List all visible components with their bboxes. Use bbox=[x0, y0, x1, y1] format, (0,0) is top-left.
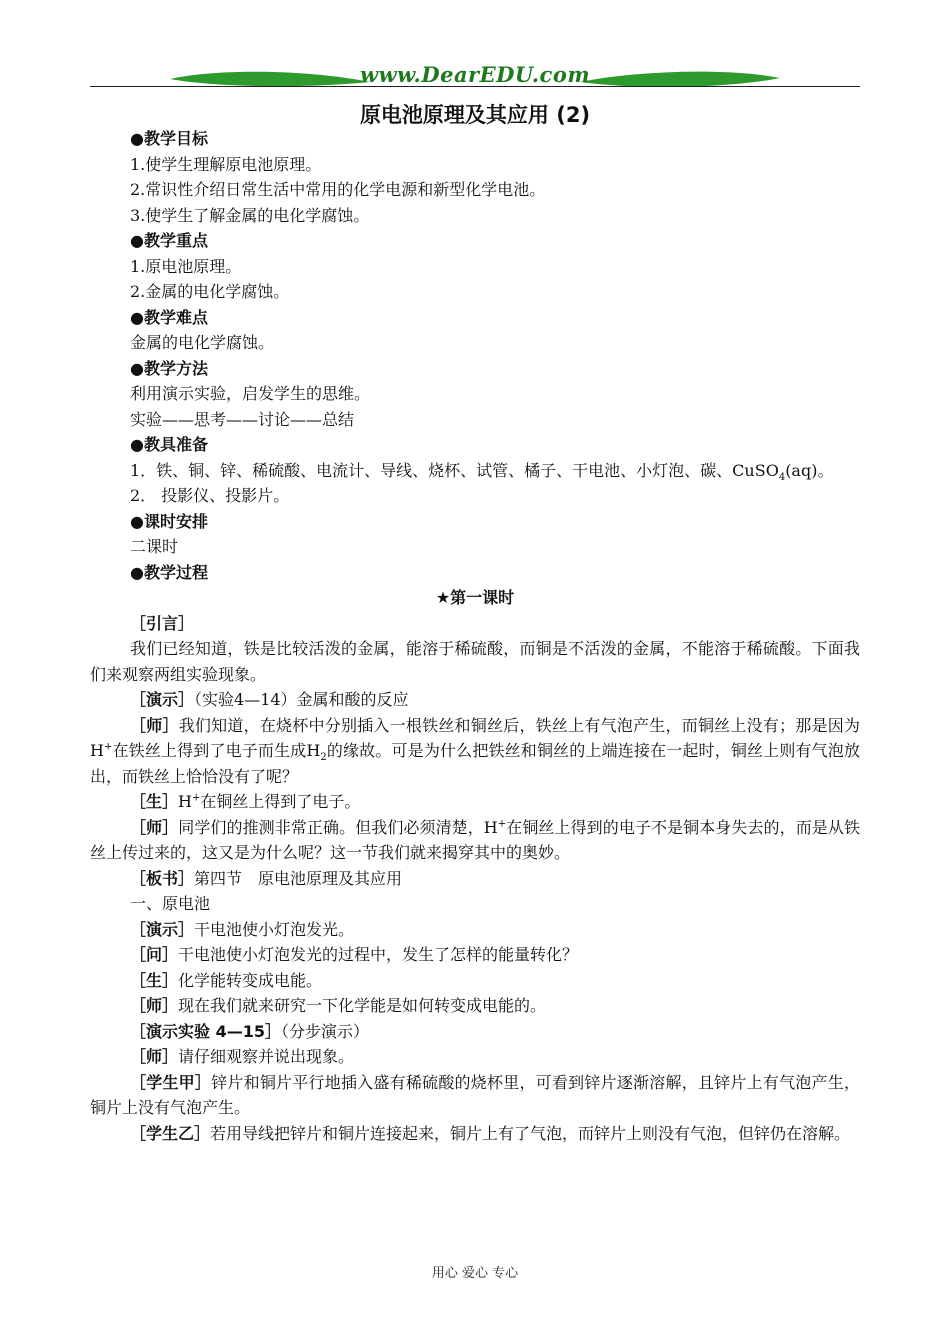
text-span: 1．铁、铜、锌、稀硫酸、电流计、导线、烧杯、试管、橘子、干电池、小灯泡、碳、CuSO bbox=[130, 460, 779, 480]
page-title: 原电池原理及其应用 (2) bbox=[359, 103, 591, 127]
subscript: 2 bbox=[320, 752, 327, 764]
paragraph bbox=[90, 789, 860, 815]
section-heading: ●教学难点 bbox=[130, 307, 208, 327]
site-logo: www.DearEDU.com bbox=[359, 62, 591, 87]
superscript: + bbox=[497, 818, 507, 830]
list-item bbox=[90, 458, 860, 484]
speaker-tag: ［问］ bbox=[130, 945, 179, 964]
speaker-tag: ［师］ bbox=[130, 817, 179, 837]
paragraph-text: 同学们的推测非常正确。但我们必须清楚，H bbox=[178, 817, 498, 837]
header-divider bbox=[90, 86, 860, 87]
speaker-tag: ［学生乙］ bbox=[130, 1123, 211, 1143]
superscript: + bbox=[191, 792, 201, 804]
speaker-tag: ［师］ bbox=[130, 715, 179, 735]
lesson-heading: ★第一课时 bbox=[435, 588, 515, 607]
paragraph-text: 在铁丝上得到了电子而生成H bbox=[112, 741, 321, 760]
subscript: 4 bbox=[778, 471, 786, 483]
paragraph-text: 在铜丝上得到了电子。 bbox=[200, 792, 361, 811]
speaker-tag: ［演示实验 4—15］ bbox=[130, 1021, 281, 1041]
list-item: 1.使学生理解原电池原理。 bbox=[130, 154, 322, 174]
speaker-tag: ［演示］ bbox=[130, 919, 195, 939]
paragraph bbox=[90, 942, 860, 968]
section-heading: ●教学方法 bbox=[130, 358, 208, 378]
speaker-tag: ［师］ bbox=[130, 996, 179, 1015]
paragraph bbox=[90, 993, 860, 1019]
speaker-tag: ［学生甲］ bbox=[130, 1072, 212, 1092]
paragraph-text: （分步演示） bbox=[280, 1021, 369, 1041]
list-item: 1.原电池原理。 bbox=[130, 256, 242, 276]
paragraph: 我们已经知道，铁是比较活泼的金属，能溶于稀硫酸，而铜是不活泼的金属，不能溶于稀硫酸。下面我们来观察两组实验现象。 bbox=[90, 639, 860, 684]
section-heading: ●教具准备 bbox=[130, 435, 208, 454]
speaker-tag: ［师］ bbox=[130, 1047, 179, 1066]
list-item: 金属的电化学腐蚀。 bbox=[130, 333, 275, 352]
paragraph bbox=[90, 713, 860, 790]
paragraph bbox=[90, 1044, 860, 1070]
page-footer: 用心 爱心 专心 bbox=[431, 1266, 519, 1281]
paragraph bbox=[90, 968, 860, 994]
text-span: (aq)。 bbox=[785, 460, 834, 480]
speaker-tag: ［演示］ bbox=[130, 690, 195, 709]
document-body bbox=[90, 126, 860, 1146]
paragraph bbox=[90, 611, 860, 637]
paragraph bbox=[90, 687, 860, 713]
paragraph bbox=[90, 1121, 860, 1147]
paragraph bbox=[90, 917, 860, 943]
list-item: 实验——思考——讨论——总结 bbox=[130, 409, 355, 429]
paragraph-text: 若用导线把锌片和铜片连接起来，铜片上有了气泡，而锌片上则没有气泡，但锌仍在溶解。 bbox=[210, 1123, 851, 1143]
paragraph-text: 干电池使小灯泡发光。 bbox=[194, 919, 355, 939]
superscript: + bbox=[103, 741, 113, 753]
paragraph-text: 现在我们就来研究一下化学能是如何转变成电能的。 bbox=[178, 996, 547, 1015]
section-heading: ●教学重点 bbox=[130, 231, 208, 250]
paragraph-text: H bbox=[178, 792, 192, 811]
section-heading: ●课时安排 bbox=[130, 511, 208, 531]
paragraph-text: 请仔细观察并说出现象。 bbox=[178, 1047, 355, 1066]
paragraph-text: 在铜丝上得到的电子不是铜本身失去的，而是从铁丝上传过来的，这又是为什么呢？这一节我们就来揭穿其中的奥妙。 bbox=[90, 817, 860, 862]
paragraph bbox=[90, 1019, 860, 1045]
paragraph bbox=[90, 1070, 860, 1121]
paragraph-text: （实验4—14）金属和酸的反应 bbox=[194, 690, 409, 709]
page-header bbox=[90, 60, 860, 90]
paragraph bbox=[90, 815, 860, 866]
paragraph-text: 锌片和铜片平行地插入盛有稀硫酸的烧杯里，可看到锌片逐渐溶解，且锌片上有气泡产生，铜片上没有气泡产生。 bbox=[90, 1072, 860, 1117]
paragraph-text: 干电池使小灯泡发光的过程中，发生了怎样的能量转化？ bbox=[178, 945, 579, 964]
list-item: 利用演示实验，启发学生的思维。 bbox=[130, 384, 371, 403]
list-item: 2.常识性介绍日常生活中常用的化学电源和新型化学电池。 bbox=[130, 180, 546, 199]
paragraph-text: 我们知道，在烧杯中分别插入一根铁丝和铜丝后，铁丝上有气泡产生，而铜丝上没有；那是因为H bbox=[90, 715, 860, 760]
section-heading: ●教学过程 bbox=[130, 562, 208, 582]
speaker-tag: ［生］ bbox=[130, 792, 179, 811]
list-item: 2． 投影仪、投影片。 bbox=[130, 486, 290, 505]
list-item: 二课时 bbox=[130, 537, 179, 556]
paragraph-text: 第四节 原电池原理及其应用 bbox=[194, 868, 403, 888]
speaker-tag: ［引言］ bbox=[130, 613, 195, 633]
speaker-tag: ［生］ bbox=[130, 970, 179, 990]
paragraph: 一、原电池 bbox=[130, 894, 211, 913]
paragraph-text: 的缘故。可是为什么把铁丝和铜丝的上端连接在一起时，铜丝上则有气泡放出，而铁丝上恰恰没有了呢？ bbox=[90, 741, 860, 786]
paragraph bbox=[90, 866, 860, 892]
list-item: 2.金属的电化学腐蚀。 bbox=[130, 282, 290, 301]
list-item: 3.使学生了解金属的电化学腐蚀。 bbox=[130, 205, 370, 225]
section-heading: ●教学目标 bbox=[130, 129, 208, 148]
speaker-tag: ［板书］ bbox=[130, 868, 195, 888]
paragraph-text: 化学能转变成电能。 bbox=[178, 970, 323, 990]
